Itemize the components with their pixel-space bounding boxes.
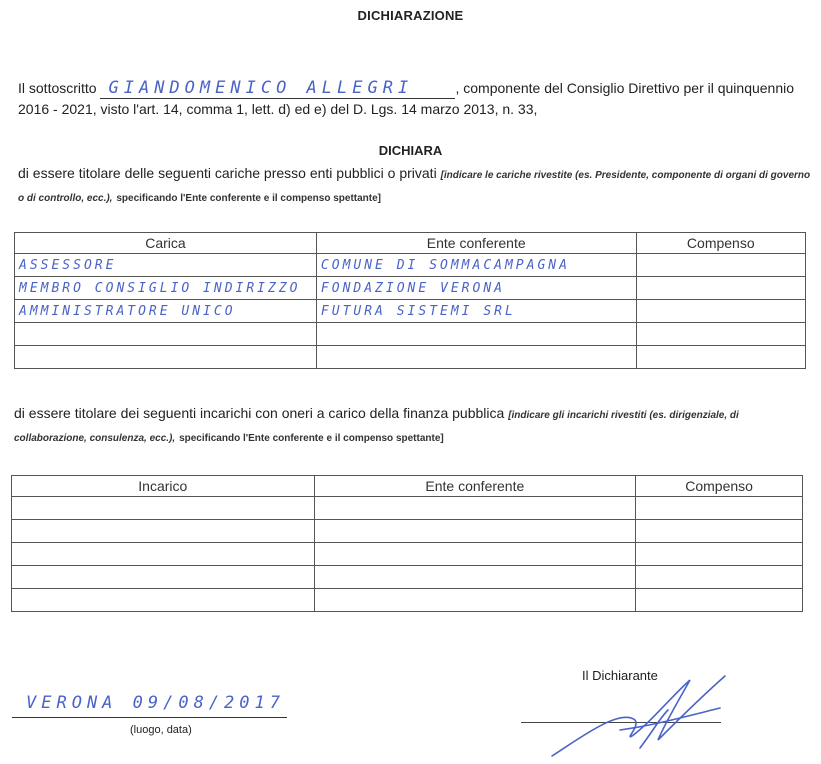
incarichi-cell — [636, 520, 803, 543]
incarichi-cell — [12, 589, 315, 612]
document-title: DICHIARAZIONE — [357, 8, 464, 23]
dichiara-heading: DICHIARA — [378, 143, 443, 158]
table-row — [15, 300, 806, 323]
cariche-cell — [15, 346, 317, 369]
cariche-header-1: Ente conferente — [316, 233, 636, 254]
incarichi-cell — [636, 497, 803, 520]
table-row — [15, 277, 806, 300]
cariche-cell — [636, 254, 805, 277]
incarichi-header-row — [12, 476, 803, 497]
cariche-header-2: Compenso — [636, 233, 805, 254]
section2-paragraph — [14, 403, 814, 449]
intro-prefix: Il sottoscritto — [18, 80, 97, 96]
incarichi-cell — [314, 589, 636, 612]
place-date-caption: (luogo, data) — [130, 724, 192, 736]
table-row — [15, 323, 806, 346]
cariche-cell: FUTURA SISTEMI SRL — [316, 300, 636, 323]
cariche-cell — [636, 277, 805, 300]
cariche-cell — [316, 323, 636, 346]
incarichi-cell — [636, 589, 803, 612]
section1-note-plain: specificando l'Ente conferente e il compenso spettante] — [116, 193, 382, 204]
incarichi-cell — [12, 497, 315, 520]
incarichi-table — [11, 475, 803, 612]
incarichi-header-2: Compenso — [636, 476, 803, 497]
cariche-cell — [15, 323, 317, 346]
cariche-cell — [636, 346, 805, 369]
cariche-cell — [636, 323, 805, 346]
intro-suffix: , componente del Consiglio Direttivo per il quinquennio 2016 - 2021, visto l'art. 14, comma 1, lett. d) ed e) del D. Lgs. 14 marzo 2013, n. 33, — [18, 80, 795, 117]
incarichi-cell — [12, 520, 315, 543]
incarichi-cell — [314, 566, 636, 589]
cariche-cell: FONDAZIONE VERONA — [316, 277, 636, 300]
section2-note-plain: specificando l'Ente conferente e il compenso spettante] — [179, 433, 444, 444]
declarant-label: Il Dichiarante — [582, 668, 658, 683]
cariche-cell: COMUNE DI SOMMACAMPAGNA — [316, 254, 636, 277]
incarichi-cell — [12, 543, 315, 566]
cariche-cell — [316, 346, 636, 369]
incarichi-cell — [314, 520, 636, 543]
table-row — [12, 589, 803, 612]
section1-note-italic: [indicare le cariche rivestite (es. Presidente, componente di organi di governo o di controllo, ecc.), — [18, 170, 811, 204]
cariche-cell: AMMINISTRATORE UNICO — [15, 300, 317, 323]
cariche-cell — [636, 300, 805, 323]
place-date-handwritten: VERONA 09/08/2017 — [12, 688, 287, 718]
incarichi-cell — [12, 566, 315, 589]
table-row — [15, 254, 806, 277]
section2-note-italic: [indicare gli incarichi rivestiti (es. dirigenziale, di collaborazione, consulenza, ecc.), — [14, 410, 739, 444]
cariche-table — [14, 232, 806, 369]
incarichi-header-0: Incarico — [12, 476, 315, 497]
table-row — [15, 346, 806, 369]
incarichi-cell — [314, 497, 636, 520]
incarichi-cell — [314, 543, 636, 566]
incarichi-cell — [636, 543, 803, 566]
table-row — [12, 543, 803, 566]
section2-text: di essere titolare dei seguenti incarichi con oneri a carico della finanza pubblica — [14, 405, 505, 421]
handwritten-signature — [540, 668, 740, 764]
cariche-header-0: Carica — [15, 233, 317, 254]
cariche-cell: ASSESSORE — [15, 254, 317, 277]
section1-paragraph — [18, 163, 813, 209]
cariche-header-row — [15, 233, 806, 254]
declarant-name-handwritten: GIANDOMENICO ALLEGRI — [100, 78, 455, 99]
cariche-cell: MEMBRO CONSIGLIO INDIRIZZO — [15, 277, 317, 300]
table-row — [12, 497, 803, 520]
table-row — [12, 520, 803, 543]
intro-paragraph — [18, 78, 808, 119]
table-row — [12, 566, 803, 589]
incarichi-header-1: Ente conferente — [314, 476, 636, 497]
incarichi-cell — [636, 566, 803, 589]
section1-text: di essere titolare delle seguenti cariche presso enti pubblici o privati — [18, 165, 437, 181]
